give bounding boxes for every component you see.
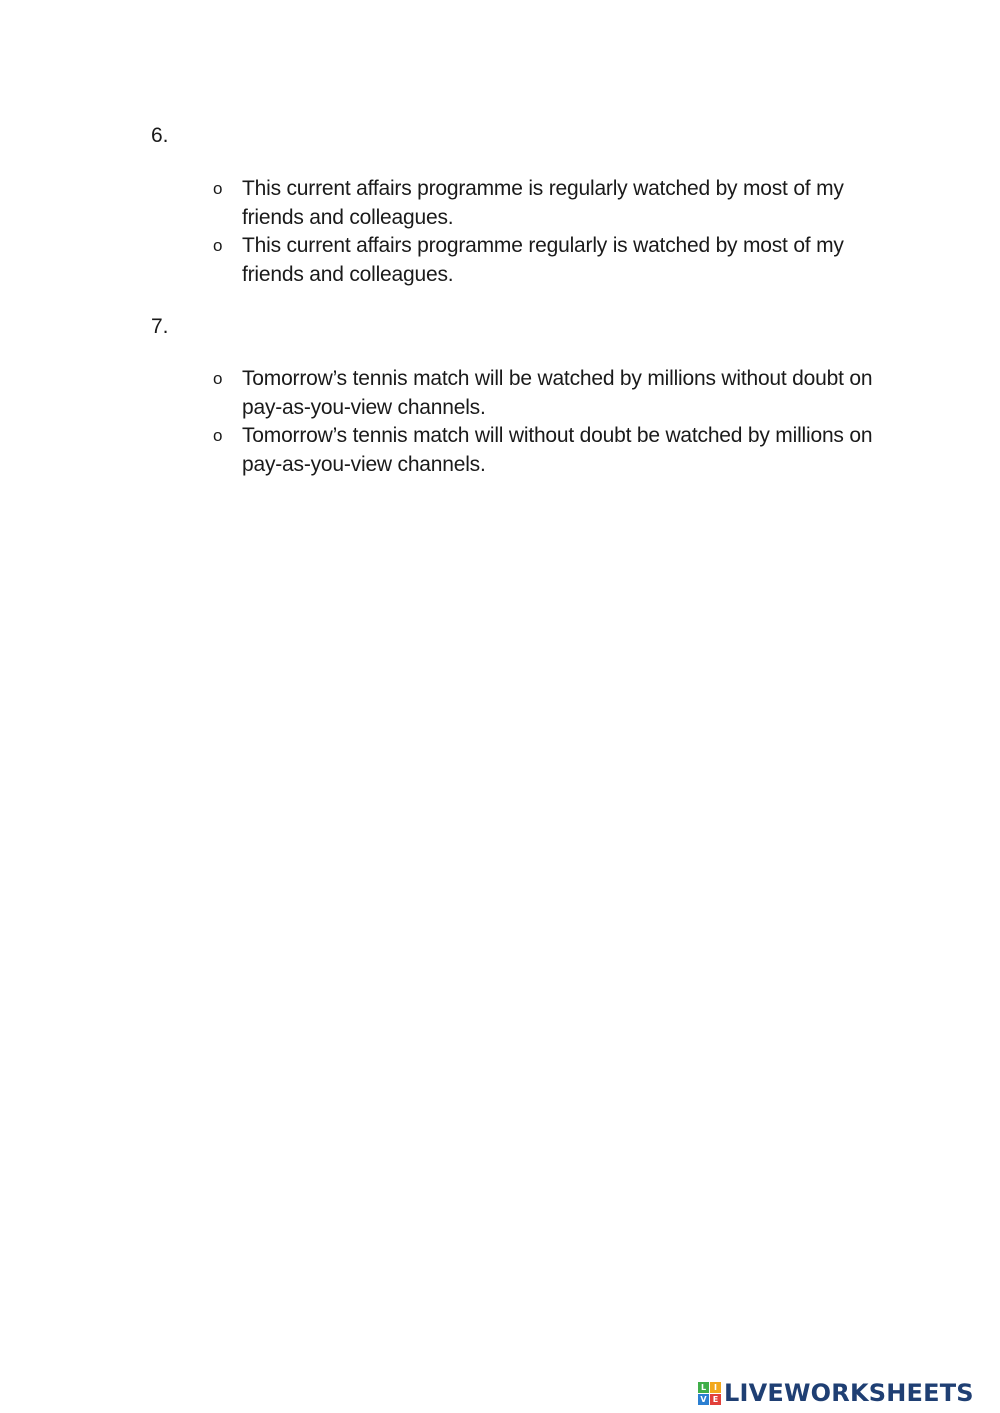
question-6-option-2[interactable] [213, 231, 893, 289]
question-7-option-1[interactable] [213, 364, 893, 422]
radio-option-icon[interactable]: o [213, 369, 223, 388]
logo-letter-l: L [698, 1382, 709, 1393]
logo-letter-i: I [710, 1382, 721, 1393]
option-text: Tomorrow’s tennis match will without doubt be watched by millions on pay-as-you-view channels. [242, 424, 873, 476]
brand-name: LIVEWORKSHEETS [724, 1379, 974, 1407]
radio-option-icon[interactable]: o [213, 236, 223, 255]
option-text: Tomorrow’s tennis match will be watched by millions without doubt on pay-as-you-view channels. [242, 367, 873, 419]
liveworksheets-logo [698, 1376, 974, 1410]
radio-option-icon[interactable]: o [213, 179, 223, 198]
option-text: This current affairs programme is regularly watched by most of my friends and colleagues. [242, 177, 844, 229]
question-6-option-1[interactable] [213, 174, 893, 232]
question-7-option-2[interactable] [213, 421, 893, 479]
liveworksheets-logo-icon [698, 1382, 721, 1405]
question-7-number: 7. [151, 315, 169, 338]
question-6-number: 6. [151, 124, 169, 147]
radio-option-icon[interactable]: o [213, 426, 223, 445]
logo-letter-e: E [710, 1394, 721, 1405]
logo-letter-v: V [698, 1394, 709, 1405]
option-text: This current affairs programme regularly is watched by most of my friends and colleagues. [242, 234, 844, 286]
